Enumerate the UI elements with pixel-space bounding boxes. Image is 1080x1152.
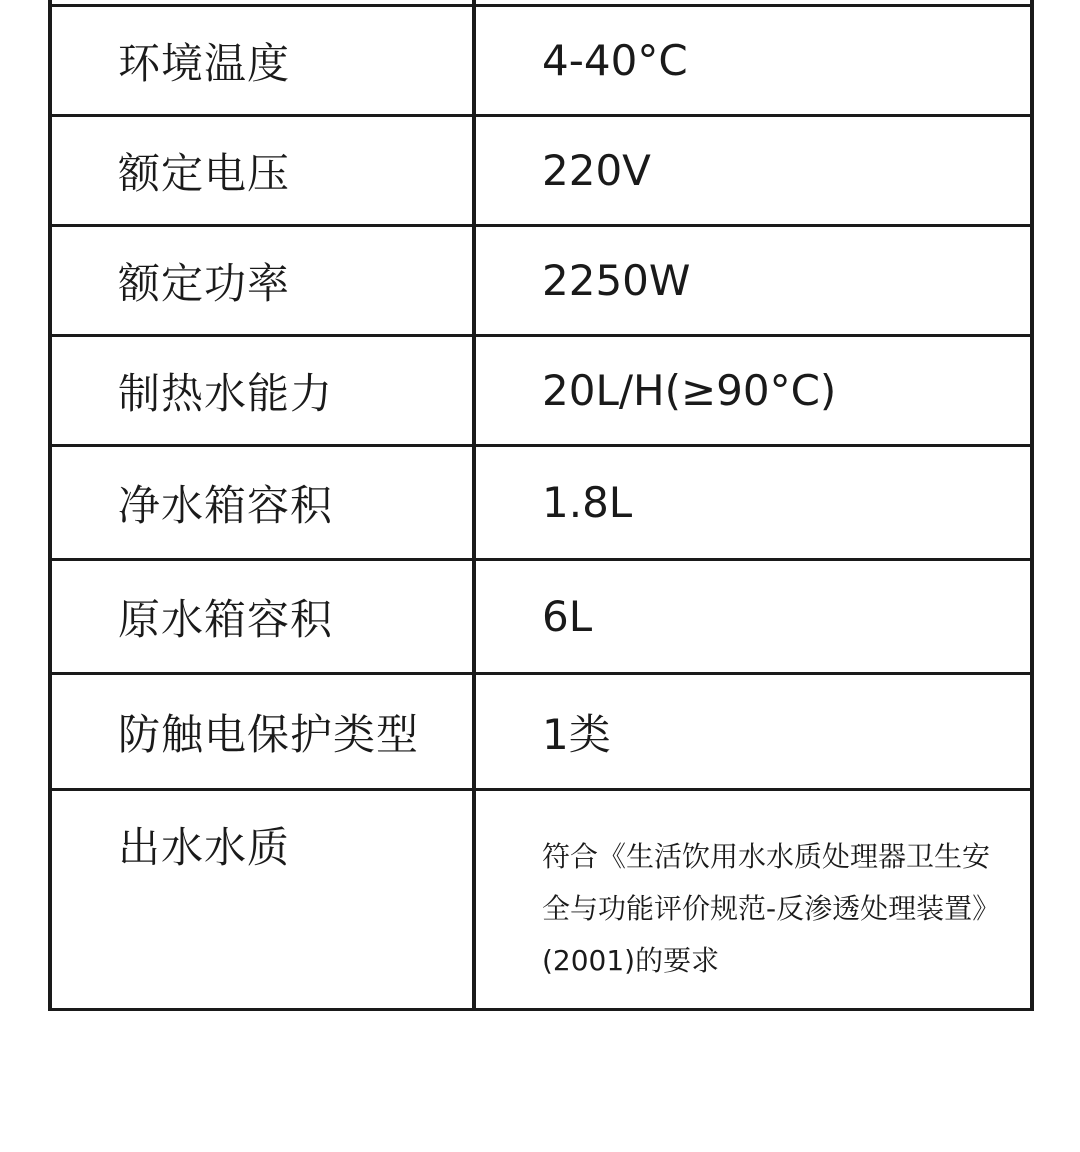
spec-label: 环境温度: [50, 6, 474, 116]
spec-label: 出水水质: [50, 790, 474, 1010]
spec-value: 20L/H(≥90°C): [474, 336, 1032, 446]
spec-label: 净水箱容积: [50, 446, 474, 560]
spec-value: 2250W: [474, 226, 1032, 336]
spec-label: 额定电压: [50, 116, 474, 226]
table-row: [50, 560, 1032, 674]
table-row: [50, 674, 1032, 790]
table-row: [50, 446, 1032, 560]
table-row: [50, 226, 1032, 336]
spec-value: 220V: [474, 116, 1032, 226]
table-row: [50, 6, 1032, 116]
table-row: [50, 790, 1032, 1010]
spec-value: 1.8L: [474, 446, 1032, 560]
spec-label: 制热水能力: [50, 336, 474, 446]
table-row: [50, 116, 1032, 226]
spec-label: 额定功率: [50, 226, 474, 336]
spec-label: 防触电保护类型: [50, 674, 474, 790]
spec-value: 1类: [474, 674, 1032, 790]
spec-table: [48, 0, 1034, 1011]
spec-value: 6L: [474, 560, 1032, 674]
spec-label: 原水箱容积: [50, 560, 474, 674]
spec-value: 4-40°C: [474, 6, 1032, 116]
table-row: [50, 336, 1032, 446]
spec-value: 符合《生活饮用水水质处理器卫生安全与功能评价规范-反渗透处理装置》(2001)的要求: [474, 790, 1032, 1010]
